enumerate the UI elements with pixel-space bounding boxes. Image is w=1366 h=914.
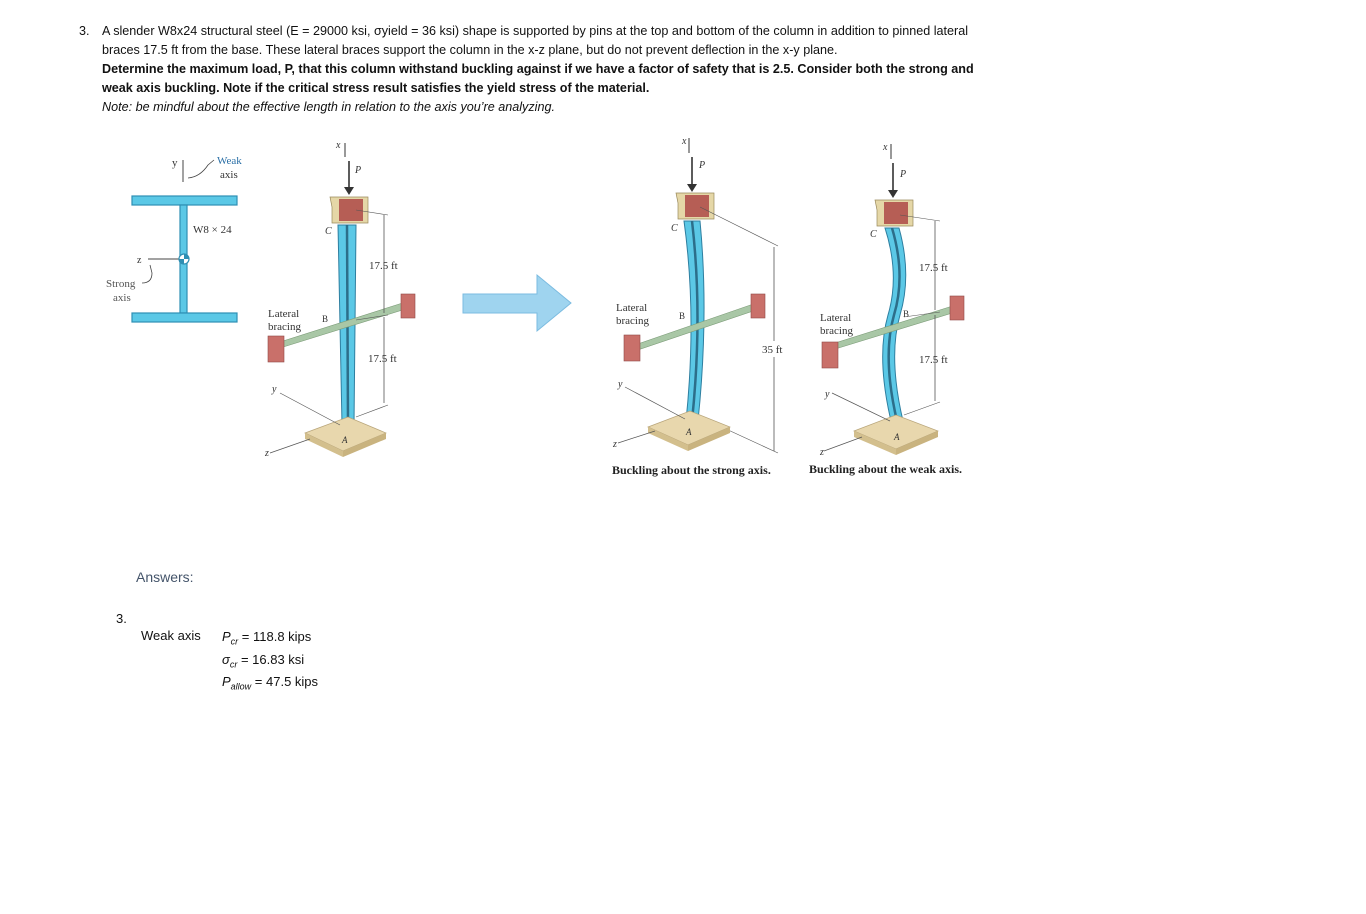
weak-axis-caption: Buckling about the weak axis. [809, 462, 963, 476]
column-unbuckled [264, 140, 415, 459]
problem-text: A slender W8x24 structural steel (E = 29000 ksi, σyield = 36 ksi) shape is supported by pins at the top and bottom of the column in addition to pinned lateral braces 17.5 ft from the base. These lateral braces support the column in the x-z plane, but do not prevent deflection in the x-y plane. [102, 24, 969, 57]
section-y-label: y [172, 157, 178, 169]
col3-lateral-label-1: Lateral [820, 312, 852, 324]
col1-p-label: P [355, 165, 362, 176]
bottom-flange [132, 313, 237, 322]
w-section-diagram [106, 155, 242, 322]
weak-axis-label-1: Weak [217, 155, 242, 167]
col2-lateral-label-1: Lateral [616, 302, 648, 314]
col3-lateral-label-2: bracing [820, 325, 853, 337]
col3-x-label: x [883, 142, 888, 153]
col3-upper-dim: 17.5 ft [919, 262, 948, 274]
col1-x-label: x [336, 140, 341, 151]
transition-arrow [463, 275, 571, 331]
problem-statement [79, 22, 989, 117]
col2-z-label: z [613, 439, 617, 450]
col3-lower-dim: 17.5 ft [919, 354, 948, 366]
problem-number: 3. [79, 24, 90, 38]
col3-p-label: P [900, 169, 907, 180]
col1-c-label: C [325, 226, 332, 237]
col1-z-label: z [265, 448, 269, 459]
problem-task: Determine the maximum load, P, that this column withstand buckling against if we have a factor of safety that is 2.5. Consider both the strong and weak axis buckling. Note if the critical stress result satisfies the yield stress of the material. [102, 62, 974, 95]
col1-lateral-label-1: Lateral [268, 308, 300, 320]
col3-a-label: A [894, 432, 900, 442]
col2-dim: 35 ft [762, 344, 783, 356]
column-weak-axis-buckling [809, 142, 964, 476]
col2-x-label: x [682, 136, 687, 147]
col1-y-label: y [272, 384, 277, 395]
strong-axis-label-2: axis [113, 292, 131, 304]
answer-number: 3. [116, 611, 127, 626]
col1-a-label: A [342, 435, 348, 445]
section-z-label: z [137, 255, 142, 266]
answer-pallow: $P_{allow} = 47.5$ kips [222, 674, 319, 692]
col2-y-label: y [618, 379, 623, 390]
strong-axis-label-1: Strong [106, 278, 136, 290]
col1-b-label: B [322, 314, 329, 324]
col2-c-label: C [671, 223, 678, 234]
col2-a-label: A [686, 427, 692, 437]
col2-p-label: P [699, 160, 706, 171]
answer-values [222, 628, 318, 696]
col1-lower-dim: 17.5 ft [368, 353, 397, 365]
col3-c-label: C [870, 229, 877, 240]
answer-scr: $\sigma_{cr} = 16.83$ ksi [222, 651, 305, 670]
col1-base [305, 417, 386, 451]
col3-y-label: y [825, 389, 830, 400]
column-strong-axis-buckling [612, 136, 782, 477]
problem-note: Note: be mindful about the effective length in relation to the axis you’re analyzing. [102, 100, 555, 114]
weak-axis-label-2: axis [220, 169, 238, 181]
col3-z-label: z [820, 447, 824, 458]
col1-upper-dim: 17.5 ft [369, 260, 398, 272]
strong-axis-caption: Buckling about the strong axis. [612, 463, 771, 477]
section-shape-label: W8 × 24 [193, 224, 232, 236]
answer-weak-axis-label: Weak axis [141, 628, 201, 643]
col2-lateral-label-2: bracing [616, 315, 649, 327]
column-figure [100, 135, 990, 485]
col2-b-label: B [679, 311, 686, 321]
top-flange [132, 196, 237, 205]
col1-lateral-label-2: bracing [268, 321, 301, 333]
answer-pcr: $P_{cr} = 118.8$ kips [222, 629, 312, 647]
col3-b-label: B [903, 309, 910, 319]
answers-heading: Answers: [136, 569, 194, 585]
